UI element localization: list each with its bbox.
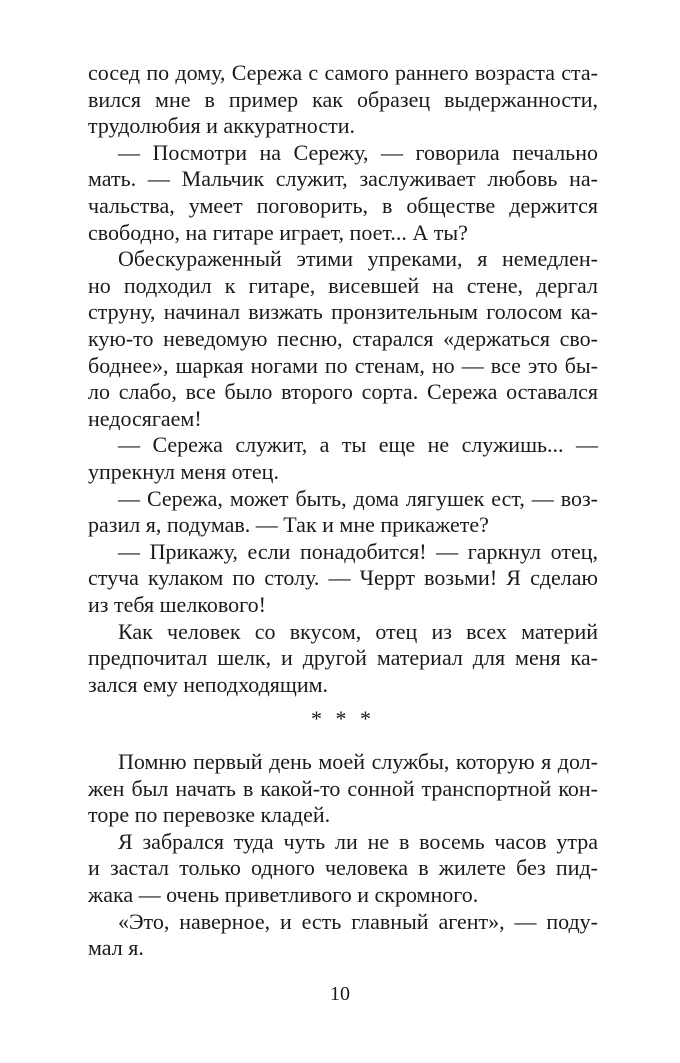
text-line: — Сережа служит, а ты еще не служишь... — (118, 432, 598, 458)
text-line: Обескураженный этими упреками, я немедлен- (118, 246, 598, 272)
text-line: вился мне в пример как образец выдержанности, (88, 86, 598, 112)
text-line: сосед по дому, Сережа с самого раннего возраста ста- (88, 60, 598, 85)
text-line: кую-то неведомую песню, старался «держаться сво- (88, 326, 598, 351)
text-line: чальства, умеет поговорить, в обществе держится (88, 193, 598, 218)
text-line: предпочитал шелк, и другой материал для меня ка- (88, 645, 598, 671)
section-separator: * * * (311, 706, 375, 732)
text-line: свободно, на гитаре играет, поет... А ты? (88, 219, 468, 245)
text-line: упрекнул меня отец. (88, 459, 279, 484)
text-line: — Сережа, может быть, дома лягушек ест, — воз- (118, 485, 598, 511)
text-line: Помню первый день моей службы, которую я дол- (118, 749, 598, 774)
page-number: 10 (330, 983, 350, 1005)
text-line: и застал только одного человека в жилете без пид- (88, 855, 598, 881)
text-line: мать. — Мальчик служит, заслуживает любовь на- (88, 166, 598, 192)
text-line: но подходил к гитаре, висевшей на стене, дергал (88, 272, 598, 298)
text-line: торе по перевозке кладей. (88, 802, 331, 828)
text-line: струну, начинал визжать пронзительным голосом ка- (88, 299, 598, 325)
text-line: трудолюбия и аккуратности. (88, 113, 355, 139)
text-line: — Посмотри на Сережу, — говорила печально (118, 139, 598, 165)
text-line: Я забрался туда чуть ли не в восемь часов утра (118, 828, 598, 854)
text-line: жен был начать в какой-то сонной транспортной кон- (88, 775, 598, 801)
text-line: — Прикажу, если понадобится! — гаркнул отец, (118, 538, 598, 564)
text-line: стуча кулаком по столу. — Черрт возьми! Я сделаю (88, 565, 598, 591)
text-line: ло слабо, все было второго сорта. Сережа оставался (88, 379, 598, 405)
text-line: боднее», шаркая ногами по стенам, но — все это бы- (88, 352, 598, 378)
text-line: «Это, наверное, и есть главный агент», — поду- (118, 908, 598, 934)
text-line: жака — очень приветливого и скромного. (88, 882, 479, 907)
text-line: из тебя шелкового! (88, 592, 266, 617)
text-line: Как человек со вкусом, отец из всех материй (118, 618, 598, 644)
text-line: зался ему неподходящим. (88, 671, 329, 697)
text-line: разил я, подумав. — Так и мне прикажете? (88, 512, 489, 538)
text-line: недосягаем! (88, 405, 202, 431)
text-line: мал я. (88, 935, 144, 961)
